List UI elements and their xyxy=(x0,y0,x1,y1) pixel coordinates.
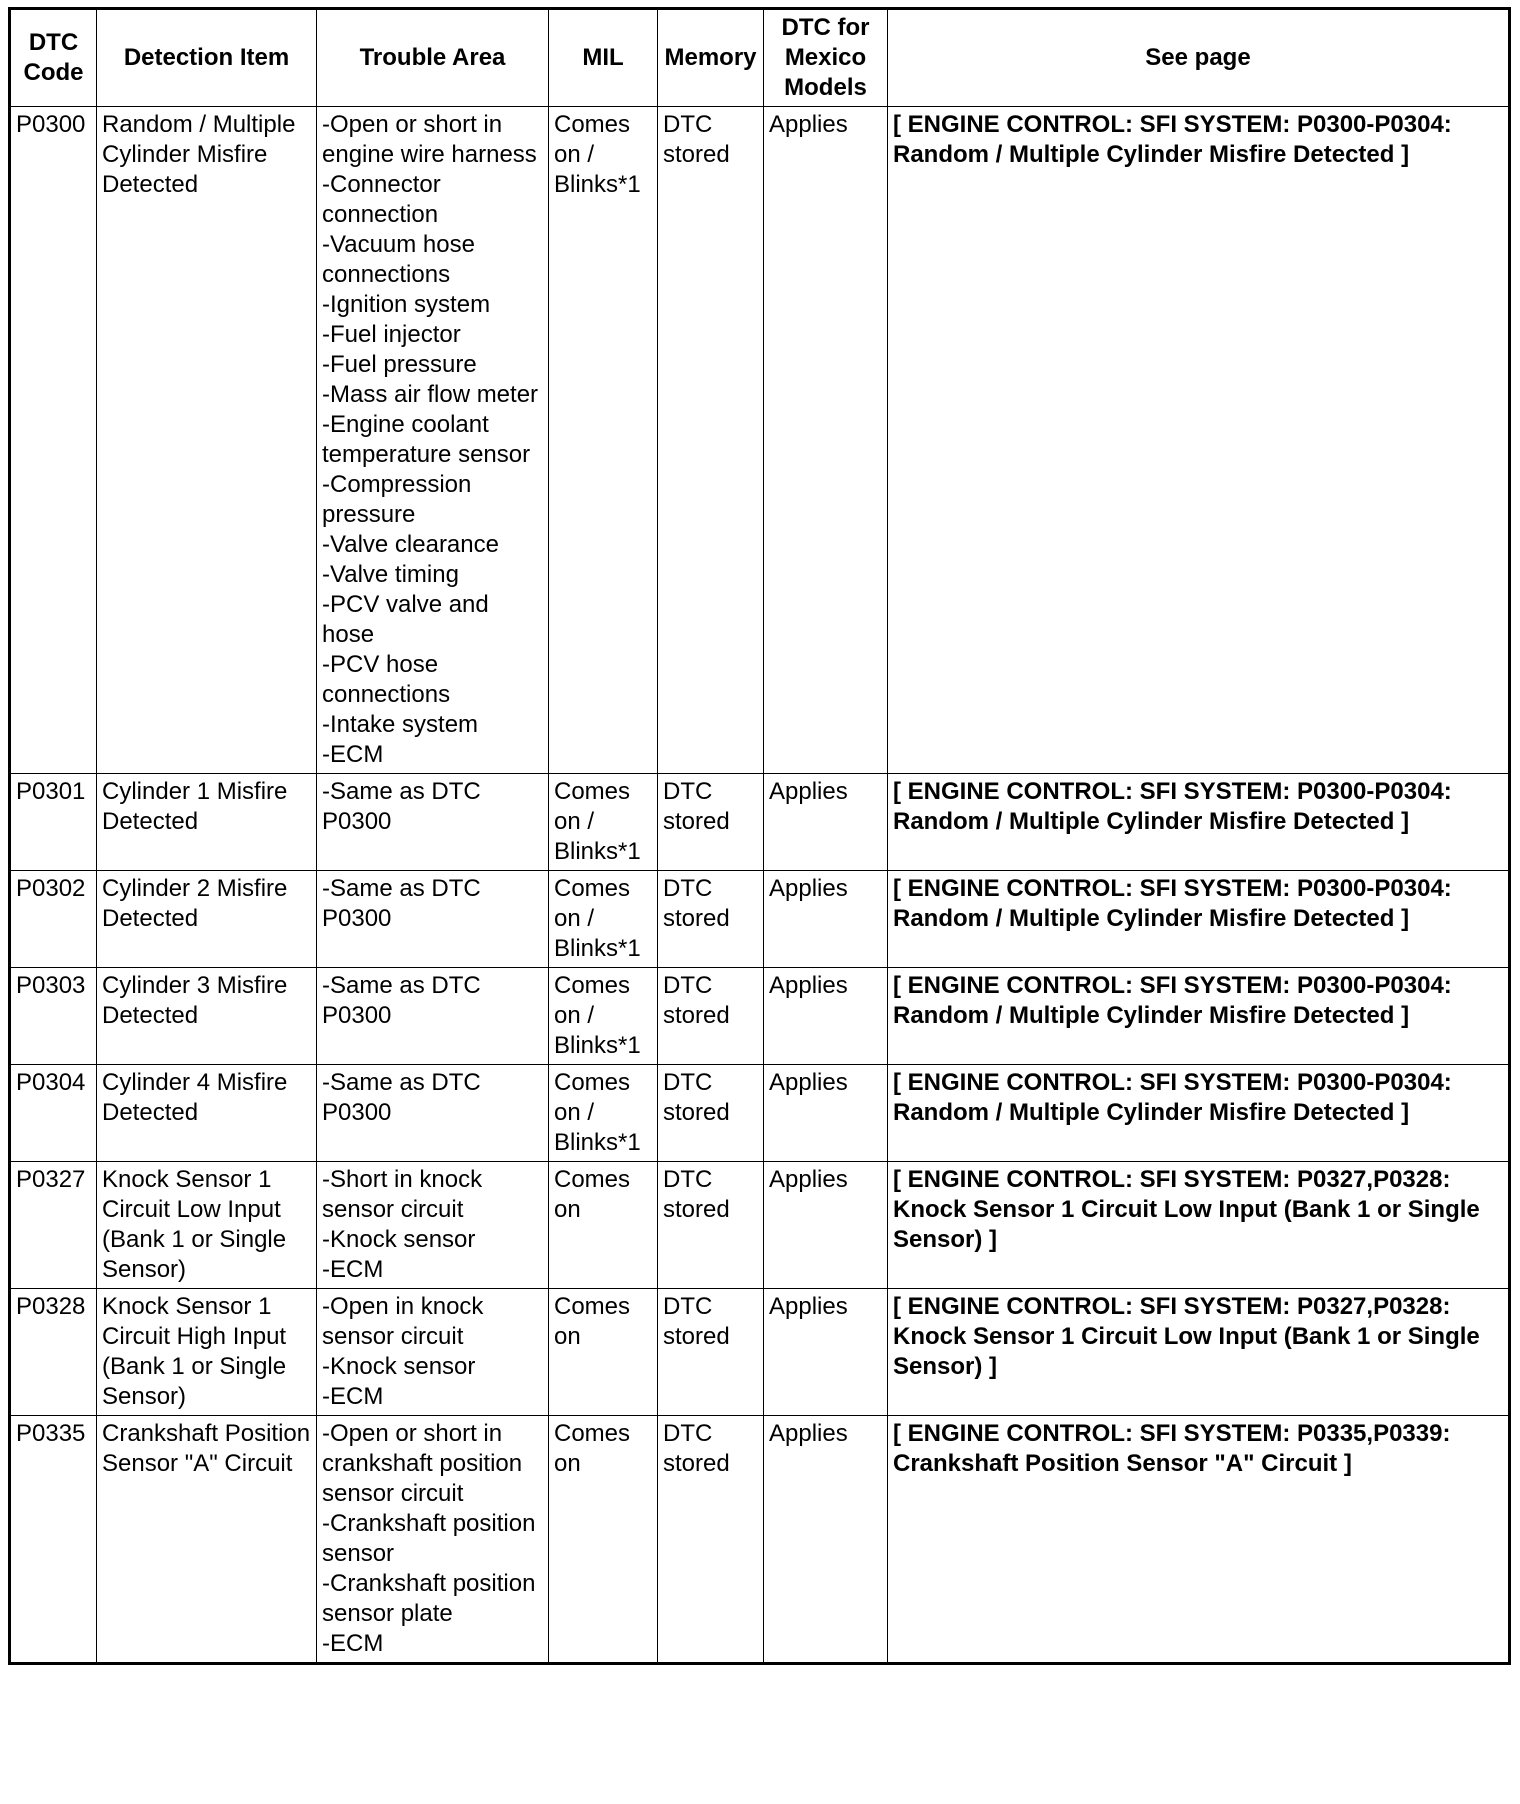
trouble-area-item: -Intake system xyxy=(322,711,479,738)
trouble-area-item: -Short in knock sensor circuit xyxy=(322,1166,483,1223)
header-trouble-area: Trouble Area xyxy=(317,9,549,107)
mil-cell: Comes on / Blinks*1 xyxy=(549,871,658,968)
trouble-area-item: -Fuel injector xyxy=(322,321,461,348)
trouble-area-cell xyxy=(317,774,549,871)
trouble-area-item: -Ignition system xyxy=(322,291,491,318)
detection-item-cell: Cylinder 2 Misfire Detected xyxy=(97,871,317,968)
trouble-area-item: -Vacuum hose connections xyxy=(322,231,475,288)
table-row xyxy=(10,871,1510,968)
see-page-cell: [ ENGINE CONTROL: SFI SYSTEM: P0300-P0304: Random / Multiple Cylinder Misfire Detected ] xyxy=(888,1065,1510,1162)
dtc-code-cell: P0327 xyxy=(10,1162,97,1289)
trouble-area-item: -Open or short in engine wire harness xyxy=(322,111,537,168)
mexico-models-cell: Applies xyxy=(764,774,888,871)
trouble-area-item: -Same as DTC P0300 xyxy=(322,778,481,835)
trouble-area-cell xyxy=(317,107,549,774)
memory-cell: DTC stored xyxy=(658,1289,764,1416)
trouble-area-item: -ECM xyxy=(322,1630,384,1657)
dtc-code-cell: P0301 xyxy=(10,774,97,871)
mil-cell: Comes on / Blinks*1 xyxy=(549,107,658,774)
trouble-area-item: -Connector connection xyxy=(322,171,441,228)
trouble-area-cell xyxy=(317,1289,549,1416)
mil-cell: Comes on xyxy=(549,1289,658,1416)
mexico-models-cell: Applies xyxy=(764,1162,888,1289)
mexico-models-cell: Applies xyxy=(764,871,888,968)
mexico-models-cell: Applies xyxy=(764,1289,888,1416)
memory-cell: DTC stored xyxy=(658,1162,764,1289)
detection-item-cell: Random / Multiple Cylinder Misfire Detected xyxy=(97,107,317,774)
trouble-area-item: -ECM xyxy=(322,741,384,768)
trouble-area-cell xyxy=(317,968,549,1065)
see-page-cell: [ ENGINE CONTROL: SFI SYSTEM: P0300-P0304: Random / Multiple Cylinder Misfire Detected ] xyxy=(888,871,1510,968)
trouble-area-item: -Knock sensor xyxy=(322,1226,476,1253)
table-header-row xyxy=(10,9,1510,107)
trouble-area-cell xyxy=(317,1065,549,1162)
trouble-area-item: -PCV hose connections xyxy=(322,651,451,708)
detection-item-cell: Knock Sensor 1 Circuit Low Input (Bank 1 or Single Sensor) xyxy=(97,1162,317,1289)
table-row xyxy=(10,1289,1510,1416)
table-row xyxy=(10,774,1510,871)
trouble-area-item: -ECM xyxy=(322,1383,384,1410)
trouble-area-cell xyxy=(317,1416,549,1664)
mexico-models-cell: Applies xyxy=(764,1416,888,1664)
mil-cell: Comes on xyxy=(549,1162,658,1289)
see-page-cell: [ ENGINE CONTROL: SFI SYSTEM: P0300-P0304: Random / Multiple Cylinder Misfire Detected ] xyxy=(888,774,1510,871)
header-mil: MIL xyxy=(549,9,658,107)
mil-cell: Comes on / Blinks*1 xyxy=(549,968,658,1065)
table-row xyxy=(10,968,1510,1065)
trouble-area-cell xyxy=(317,1162,549,1289)
table-body xyxy=(10,107,1510,1664)
memory-cell: DTC stored xyxy=(658,1416,764,1664)
trouble-area-item: -PCV valve and hose xyxy=(322,591,489,648)
see-page-cell: [ ENGINE CONTROL: SFI SYSTEM: P0300-P0304: Random / Multiple Cylinder Misfire Detected ] xyxy=(888,107,1510,774)
trouble-area-item: -Crankshaft position sensor xyxy=(322,1510,536,1567)
detection-item-cell: Crankshaft Position Sensor "A" Circuit xyxy=(97,1416,317,1664)
trouble-area-item: -Valve clearance xyxy=(322,531,499,558)
table-row xyxy=(10,1065,1510,1162)
header-see-page: See page xyxy=(888,9,1510,107)
trouble-area-item: -Open or short in crankshaft position sensor circuit xyxy=(322,1420,523,1507)
trouble-area-item: -Knock sensor xyxy=(322,1353,476,1380)
trouble-area-item: -Crankshaft position sensor plate xyxy=(322,1570,536,1627)
mil-cell: Comes on / Blinks*1 xyxy=(549,774,658,871)
detection-item-cell: Cylinder 4 Misfire Detected xyxy=(97,1065,317,1162)
dtc-code-cell: P0304 xyxy=(10,1065,97,1162)
table-row xyxy=(10,1416,1510,1664)
mexico-models-cell: Applies xyxy=(764,1065,888,1162)
mil-cell: Comes on / Blinks*1 xyxy=(549,1065,658,1162)
dtc-code-cell: P0302 xyxy=(10,871,97,968)
memory-cell: DTC stored xyxy=(658,107,764,774)
dtc-code-cell: P0335 xyxy=(10,1416,97,1664)
header-dtc-code: DTC Code xyxy=(10,9,97,107)
table-row xyxy=(10,1162,1510,1289)
dtc-code-cell: P0300 xyxy=(10,107,97,774)
trouble-area-item: -Same as DTC P0300 xyxy=(322,1069,481,1126)
trouble-area-item: -Engine coolant temperature sensor xyxy=(322,411,531,468)
header-detection-item: Detection Item xyxy=(97,9,317,107)
trouble-area-item: -Same as DTC P0300 xyxy=(322,972,481,1029)
trouble-area-item: -Fuel pressure xyxy=(322,351,477,378)
trouble-area-item: -Mass air flow meter xyxy=(322,381,539,408)
dtc-table xyxy=(8,7,1511,1665)
mexico-models-cell: Applies xyxy=(764,107,888,774)
trouble-area-item: -Compression pressure xyxy=(322,471,472,528)
mexico-models-cell: Applies xyxy=(764,968,888,1065)
see-page-cell: [ ENGINE CONTROL: SFI SYSTEM: P0300-P0304: Random / Multiple Cylinder Misfire Detected ] xyxy=(888,968,1510,1065)
memory-cell: DTC stored xyxy=(658,774,764,871)
see-page-cell: [ ENGINE CONTROL: SFI SYSTEM: P0327,P0328: Knock Sensor 1 Circuit Low Input (Bank 1 or Single Sensor) ] xyxy=(888,1162,1510,1289)
memory-cell: DTC stored xyxy=(658,1065,764,1162)
trouble-area-item: -Valve timing xyxy=(322,561,459,588)
see-page-cell: [ ENGINE CONTROL: SFI SYSTEM: P0335,P0339: Crankshaft Position Sensor "A" Circuit ] xyxy=(888,1416,1510,1664)
dtc-code-cell: P0303 xyxy=(10,968,97,1065)
header-mexico-models: DTC for Mexico Models xyxy=(764,9,888,107)
detection-item-cell: Cylinder 3 Misfire Detected xyxy=(97,968,317,1065)
see-page-cell: [ ENGINE CONTROL: SFI SYSTEM: P0327,P0328: Knock Sensor 1 Circuit Low Input (Bank 1 or Single Sensor) ] xyxy=(888,1289,1510,1416)
trouble-area-item: -Same as DTC P0300 xyxy=(322,875,481,932)
mil-cell: Comes on xyxy=(549,1416,658,1664)
trouble-area-item: -ECM xyxy=(322,1256,384,1283)
detection-item-cell: Cylinder 1 Misfire Detected xyxy=(97,774,317,871)
trouble-area-item: -Open in knock sensor circuit xyxy=(322,1293,484,1350)
memory-cell: DTC stored xyxy=(658,968,764,1065)
table-row xyxy=(10,107,1510,774)
trouble-area-cell xyxy=(317,871,549,968)
detection-item-cell: Knock Sensor 1 Circuit High Input (Bank 1 or Single Sensor) xyxy=(97,1289,317,1416)
memory-cell: DTC stored xyxy=(658,871,764,968)
header-memory: Memory xyxy=(658,9,764,107)
dtc-code-cell: P0328 xyxy=(10,1289,97,1416)
